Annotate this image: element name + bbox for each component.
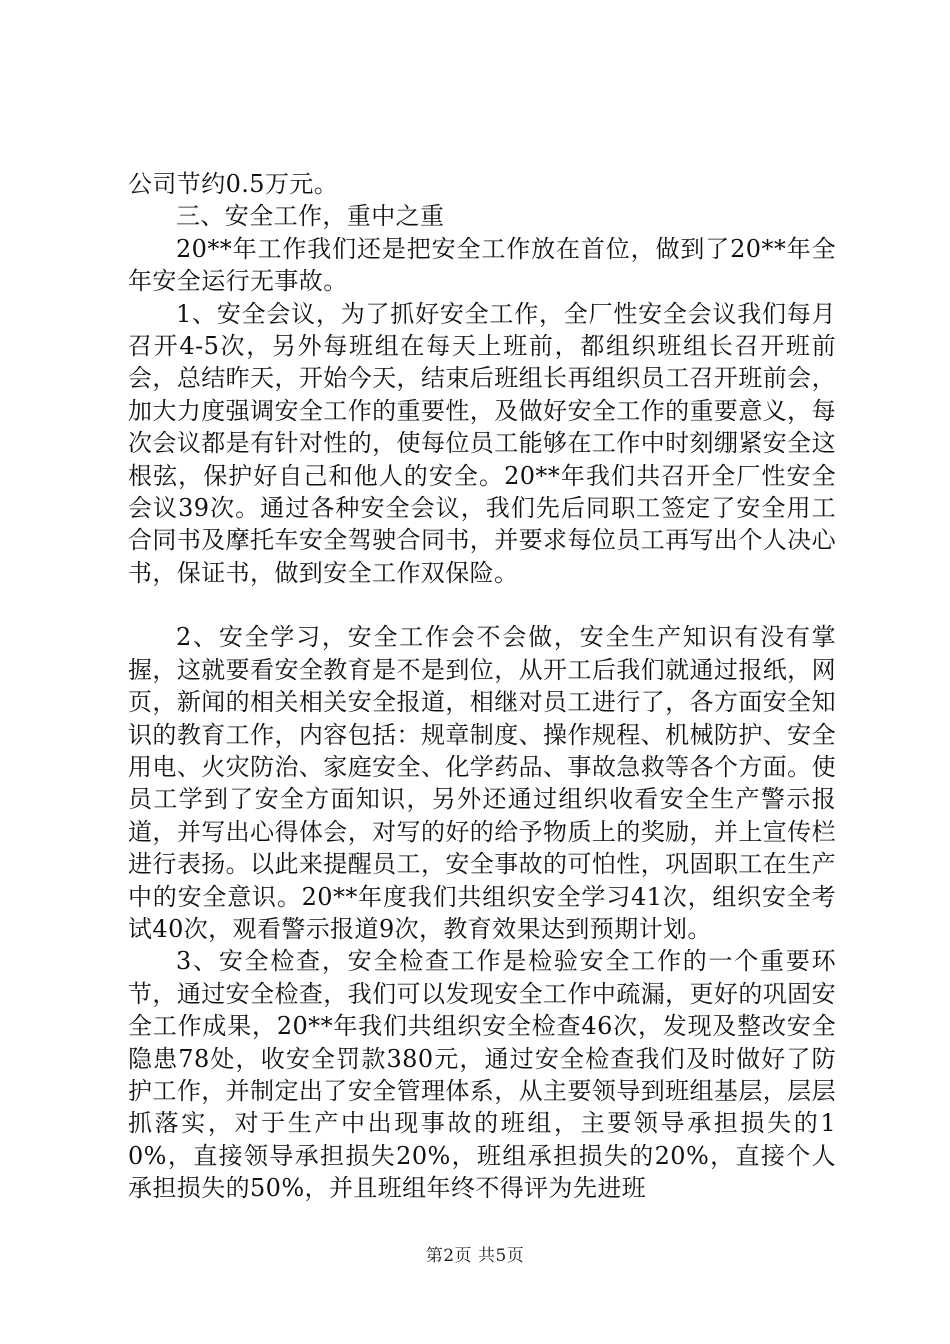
paragraph-safety-inspection: 3、安全检查，安全检查工作是检验安全工作的一个重要环节，通过安全检查，我们可以发现安全工作中疏漏，更好的巩固安全工作成果，20**年我们共组织安全检查46次，发现及整改安全隐患78处，收安全罚款380元，通过安全检查我们及时做好了防护工作，并制定出了安全管理体系，从主要领导到班组基层，层层抓落实，对于生产中出现事故的班组，主要领导承担损失的10%，直接领导承担损失20%，班组承担损失的20%，直接个人承担损失的50%，并且班组年终不得评为先进班 (128, 947, 836, 1203)
document-body (128, 168, 836, 1205)
paragraph-intro: 20**年工作我们还是把安全工作放在首位，做到了20**年全年安全运行无事故。 (128, 234, 836, 296)
paragraph-safety-study: 2、安全学习，安全工作会不会做，安全生产知识有没有掌握，这就要看安全教育是不是到位，从开工后我们就通过报纸，网页，新闻的相关相关安全报道，相继对员工进行了，各方面安全知识的教育工作，内容包括：规章制度、操作规程、机械防护、安全用电、火灾防治、家庭安全、化学药品、事故急救等各个方面。使员工学到了安全方面知识，另外还通过组织收看安全生产警示报道，并写出心得体会，对写的好的给予物质上的奖励，并上宣传栏进行表扬。以此来提醒员工，安全事故的可怕性，巩固职工在生产中的安全意识。20**年度我们共组织安全学习41次，组织安全考试40次，观看警示报道9次，教育效果达到预期计划。 (128, 623, 836, 943)
paragraph-continuation: 公司节约0.5万元。 (128, 170, 339, 198)
paragraph-safety-meetings: 1、安全会议，为了抓好安全工作，全厂性安全会议我们每月召开4-5次，另外每班组在每天上班前，都组织班组长召开班前会，总结昨天，开始今天，结束后班组长再组织员工召开班前会，加大力度强调安全工作的重要性，及做好安全工作的重要意义，每次会议都是有针对性的，使每位员工能够在工作中时刻绷紧安全这根弦，保护好自己和他人的安全。20**年我们共召开全厂性安全会议39次。通过各种安全会议，我们先后同职工签定了安全用工合同书及摩托车安全驾驶合同书，并要求每位员工再写出个人决心书，保证书，做到安全工作双保险。 (128, 299, 836, 587)
page-number-footer: 第2页 共5页 (425, 1246, 525, 1266)
section-heading: 三、安全工作，重中之重 (176, 202, 445, 231)
